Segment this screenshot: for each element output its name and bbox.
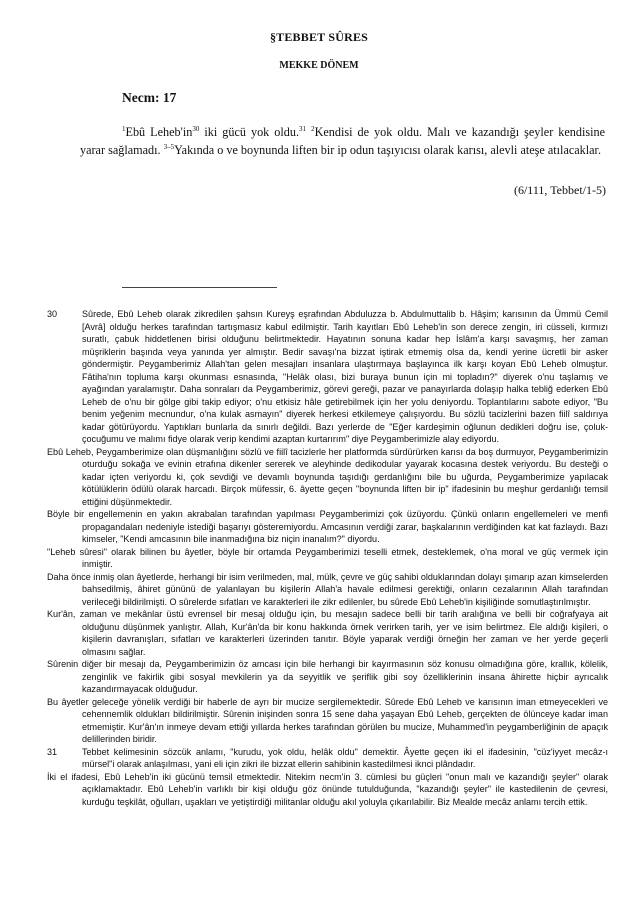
footnotes	[0, 308, 638, 808]
footnote-paragraph: İki el ifadesi, Ebû Leheb'in iki gücünü temsil etmektedir. Nitekim necm'in 3. cümlesi bu güçleri "onun malı ve kazandığı şeyler" olarak açıklamaktadır. Ebû Leheb'in varlıklı bir kişi olduğu göz önünde tutulduğunda, "kazandığı şeyler" ile kastedilenin de çevresi, kurduğu teşkilât, oğulları, uşakları ve yetiştirdiği militanlar olduğu akıl yoluyla çıkarılabilir. Biz Mealde mecâz anlamı tercih ettik.	[47, 771, 608, 807]
footnote-number: 30	[47, 309, 58, 319]
footnote-number: 31	[47, 746, 58, 757]
footnote-paragraph: "Leheb sûresi" olarak bilinen bu âyetler, böyle bir ortamda Peygamberimizi teselli etmek, desteklemek, o'na moral ve güç vermek için inmiştir.	[47, 546, 608, 569]
footnote-paragraph: Kur'ân, zaman ve mekânlar üstü evrensel bir mesaj olduğu için, bu mesajın sadece belli bir tarih aralığına ve belli bir coğrafyaya ait olduğunu düşünmek yanlıştır. Allah, Kur'ân'da bir konu hakkında örnek verirken tarih, yer ve isim belirtmez. Ele aldığı kişileri, o kişilerin davranışları, sıfatları ve karakterleri üzerinden tanıtır. Böyle yaparak verdiği örneğin her zaman ve her yerde geçerli olmasını sağlar.	[47, 609, 608, 657]
verse-reference: (6/111, Tebbet/1-5)	[513, 183, 606, 197]
footnote-paragraph: Daha önce inmiş olan âyetlerde, herhangi bir isim verilmeden, mal, mülk, çevre ve güç sahibi olduklarından dolayı şımarıp azan kimselerden bahsedilmiş, âhiret gününü de yalanlayan bu kişilerin Allah'a havale edilmesi gerektiği, onların cezalarının Allah tarafından verileceği bildirilmişti. O sûrelerde sıfatları ve karakterleri ile zikr edilenler, bu sûrede Ebû Leheb'in kişiliğinde somutlaştırılmıştır.	[47, 571, 608, 607]
verse-marker: 1	[122, 125, 126, 133]
footnote-separator	[122, 287, 277, 288]
verse-paragraph	[80, 124, 605, 159]
verse-text: Yakında o ve boynunda liften bir ip odun taşıyıcısı olarak karısı, alevli ateşe atılacaklar.	[174, 142, 601, 157]
footnote-text: Sûrede, Ebû Leheb olarak zikredilen şahsın Kureyş eşrafından Abduluzza b. Abdulmuttalib b. Hâşim; karısının da Ümmü Cemil [Avrâ] olduğu herkes tarafından tartışmasız kabul edilmiştir. Tarih kayıtları Ebû Leheb'in son derece zengin, iri cüsseli, kırmızı suratlı, çabuk hiddetlenen birisi olduğunu belirtmektedir. Hayatının sonuna kadar hep İslâm'a karşı savaşmış, her zaman müşriklerin başında veya yanında yer almıştır. Bedir savaşı'na bizzat iştirak etmemiş olsa da, kendi yerine ücretli bir asker göndermiştir. Peygamberimiz Allah'tan gelen mesajları insanlara ulaştırmaya başlayınca ilk karşı koyan Ebû Leheb olmuştur. Fâtiha'nın topluma karşı okunması esnasında, "Helâk olası, bizi buraya bunun için mi topladın?" diyerek o'nu taşlamış ve ayağından yaralamıştır. Daha sonraları da Peygamberimiz, görevi gereği, pazar ve panayırlarda dolaşıp halka tebliğ ederken Ebû Leheb de o'nu bir gölge gibi takip ediyor; o'nu etkisiz hâle getirebilmek için her yolu deniyordu. Toplantılarını sabote ediyor, "Bu benim yeğenim mecnundur, o'na kulak asmayın" diyerek herkesi etkilemeye çalışıyordu. Bu sözlü tacizlerini bazen fiilî saldırıya kadar götürüyordu. Yaptıkları bunlarla da sınırlı değildi. Bazı yerlerde de "Eğer kardeşimin oğlunun dedikleri doğru ise, çoluk-çocuğumu ve malımı fidye olarak verip kendimi azaptan kurtarırım" diye Peygamberimizle alay ediyordu.	[82, 309, 608, 444]
footnote-ref[interactable]: 31	[299, 125, 307, 133]
footnote-text: Tebbet kelimesinin sözcük anlamı, "kurudu, yok oldu, helâk oldu" demektir. Âyette geçen iki el ifadesinin, "cüz'iyyet mecâz-ı mürsel"i olarak anlaşılması, yani eli için zikri ile bizzat ellerin sahibinin kastedilmesi iknci plândadır.	[82, 746, 608, 769]
surah-title: §TEBBET SÛRES	[269, 30, 369, 44]
footnote-paragraph: Ebû Leheb, Peygamberimize olan düşmanlığını sözlü ve fiilî tacizlerle her platformda sürdürürken karısı da boş durmuyor, Peygamberimizin oturduğu sokağa ve evinin etrafına dikenler sererek ve aleyhinde dedikodular yayarak kocasına destek veriyordu. Bu desteği o kadar içten veriyordu ki, çok sevdiği ve devamlı boynunda taşıdığı gerdanlığını bile bu uğurda, Peygamberimize yapılacak kötülüklerin ödülü olarak harcadı. Birçok müfessir, 6. âyette geçen "boynunda liften bir ip" ifadesinin bu meşhur gerdanlığı temsil ettiğini düşünmektedir.	[47, 446, 608, 507]
verse-marker: 3–5	[163, 142, 175, 151]
footnote-ref[interactable]: 30	[192, 125, 200, 133]
footnote-paragraph: Böyle bir engellemenin en yakın akrabalan tarafından yapılması Peygamberimizi çok üzüyordu. Çünkü onların engellemeleri ve menfi propagandaları nedeniyle istediği başarıyı gösteremiyordu. Amcasının verdiği zarar, başkalarının verdiğinden kat kat fazlaydı. Bazı kimseler, "Kendi amcasının bile inanmadığına biz niçin inanalım?" diyordu.	[47, 509, 608, 544]
footnote-31	[0, 746, 638, 771]
verse-text: Kendisi de yok oldu. Malı ve kazandığı şeyler kendisine yarar sağlamadı.	[80, 125, 606, 157]
period-subtitle: MEKKE DÖNEM	[279, 60, 359, 71]
verse-text: iki gücü yok oldu.	[199, 125, 300, 139]
verse-text: Ebû Leheb'in	[125, 125, 193, 139]
footnote-30	[0, 308, 638, 446]
necm-heading: Necm: 17	[122, 90, 177, 105]
footnote-paragraph: Bu âyetler geleceğe yönelik verdiği bir haberle de ayrı bir mucize sergilemektedir. Sûrede Ebû Leheb ve karısının iman etmeyecekleri ve cehennemlik oldukları bildirilmiştir. Sûrenin inişinden sonra 15 sene daha yaşayan Ebû Leheb, gerçekten de ölünceye kadar iman etmemiştir. Kur'ân'ın inmeye devam ettiği yıllarda herkes tarafından görülen bu mucize, Muhammed'in peygamberliğinin de apaçık delillerinden biridir.	[47, 696, 608, 744]
verse-marker: 2	[311, 125, 315, 133]
footnote-paragraph: Sûrenin diğer bir mesajı da, Peygamberimizin öz amcası için bile herhangi bir kayırmasının söz konusu olmadığına göre, krallık, kölelik, zenginlik ve fakirlik gibi sosyal mevkilerin ya da seyyitlik ve şeriflik gibi soy özelliklerinin insana âhirette hiçbir ayrıcalık kazandırmayacak olduğudur.	[47, 659, 608, 694]
